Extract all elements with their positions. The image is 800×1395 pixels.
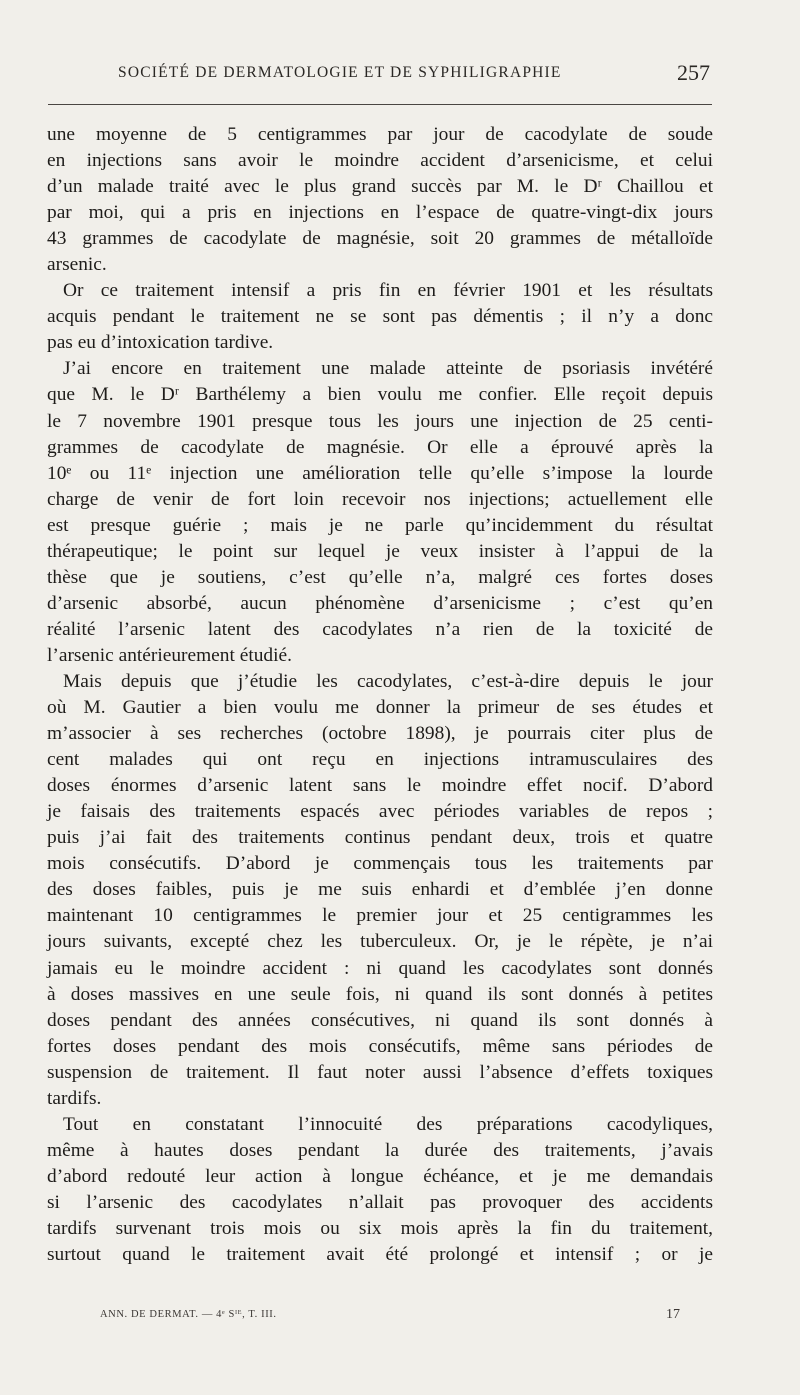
text-line: 10ᵉ ou 11ᵉ injection une amélioration telle qu’elle s’impose la lourde [47, 462, 713, 484]
text-line: surtout quand le traitement avait été prolongé et intensif ; or je [47, 1244, 713, 1266]
text-line: jours suivants, excepté chez les tuberculeux. Or, je le répète, je n’ai [47, 931, 713, 953]
running-title: SOCIÉTÉ DE DERMATOLOGIE ET DE SYPHILIGRAPHIE [118, 64, 562, 81]
text-line: l’arsenic antérieurement étudié. [47, 644, 292, 666]
text-line: J’ai encore en traitement une malade atteinte de psoriasis invétéré [63, 358, 713, 380]
text-line: est presque guérie ; mais je ne parle qu’incidemment du résultat [47, 514, 713, 536]
page-number: 257 [677, 60, 710, 85]
text-line: acquis pendant le traitement ne se sont pas démentis ; il n’y a donc [47, 306, 713, 328]
text-line: en injections sans avoir le moindre accident d’arsenicisme, et celui [47, 150, 713, 172]
header-rule [48, 104, 712, 105]
text-line: une moyenne de 5 centigrammes par jour de cacodylate de soude [47, 124, 713, 145]
page-footer [100, 1307, 680, 1329]
text-line: tardifs survenant trois mois ou six mois après la fin du traitement, [47, 1217, 713, 1239]
text-line: charge de venir de fort loin recevoir nos injections; actuellement elle [47, 488, 713, 510]
text-line: que M. le Dʳ Barthélemy a bien voulu me confier. Elle reçoit depuis [47, 384, 713, 406]
text-line: d’abord redouté leur action à longue échéance, et je me demandais [47, 1165, 713, 1187]
text-line: m’associer à ses recherches (octobre 1898), je pourrais citer plus de [47, 723, 713, 745]
text-line: fortes doses pendant des mois consécutifs, même sans périodes de [47, 1035, 713, 1057]
text-line: même à hautes doses pendant la durée des traitements, j’avais [47, 1139, 713, 1161]
body-text [47, 122, 713, 1268]
text-line: des doses faibles, puis je me suis enhardi et d’emblée j’en donne [47, 879, 713, 901]
text-line: grammes de cacodylate de magnésie. Or elle a éprouvé après la [47, 436, 713, 458]
text-line: puis j’ai fait des traitements continus pendant deux, trois et quatre [47, 827, 713, 849]
text-line: Mais depuis que j’étudie les cacodylates, c’est-à-dire depuis le jour [63, 670, 713, 692]
text-line: d’un malade traité avec le plus grand succès par M. le Dʳ Chaillou et [47, 176, 713, 198]
text-line: pas eu d’intoxication tardive. [47, 332, 274, 354]
text-line: thèse que je soutiens, c’est qu’elle n’a, malgré ces fortes doses [47, 566, 713, 588]
text-line: le 7 novembre 1901 presque tous les jours une injection de 25 centi- [47, 410, 713, 432]
text-line: suspension de traitement. Il faut noter aussi l’absence d’effets toxiques [47, 1061, 713, 1083]
text-line: 43 grammes de cacodylate de magnésie, soit 20 grammes de métalloïde [47, 228, 713, 250]
page-header [48, 62, 712, 90]
journal-reference: ANN. DE DERMAT. — 4ᵉ Sᴵᴱ, T. III. [100, 1309, 277, 1320]
text-line: à doses massives en une seule fois, ni quand ils sont donnés à petites [47, 983, 713, 1005]
text-line: maintenant 10 centigrammes le premier jour et 25 centigrammes les [47, 905, 713, 927]
text-line: si l’arsenic des cacodylates n’allait pas provoquer des accidents [47, 1191, 713, 1213]
text-line: doses pendant des années consécutives, ni quand ils sont donnés à [47, 1009, 713, 1031]
text-line: Tout en constatant l’innocuité des préparations cacodyliques, [63, 1113, 713, 1135]
text-line: par moi, qui a pris en injections en l’espace de quatre-vingt-dix jours [47, 202, 713, 224]
text-line: cent malades qui ont reçu en injections intramusculaires des [47, 749, 713, 771]
text-line: doses énormes d’arsenic latent sans le moindre effet nocif. D’abord [47, 775, 713, 797]
text-line: où M. Gautier a bien voulu me donner la primeur de ses études et [47, 697, 713, 719]
signature-mark: 17 [666, 1307, 680, 1322]
text-line: arsenic. [47, 254, 107, 276]
text-line: d’arsenic absorbé, aucun phénomène d’arsenicisme ; c’est qu’en [47, 592, 713, 614]
text-line: réalité l’arsenic latent des cacodylates n’a rien de la toxicité de [47, 618, 713, 640]
text-line: jamais eu le moindre accident : ni quand les cacodylates sont donnés [47, 957, 713, 979]
text-line: Or ce traitement intensif a pris fin en février 1901 et les résultats [63, 280, 713, 302]
text-line: tardifs. [47, 1087, 102, 1109]
text-line: je faisais des traitements espacés avec périodes variables de repos ; [47, 801, 713, 823]
text-line: thérapeutique; le point sur lequel je veux insister à l’appui de la [47, 540, 713, 562]
text-line: mois consécutifs. D’abord je commençais tous les traitements par [47, 853, 713, 875]
